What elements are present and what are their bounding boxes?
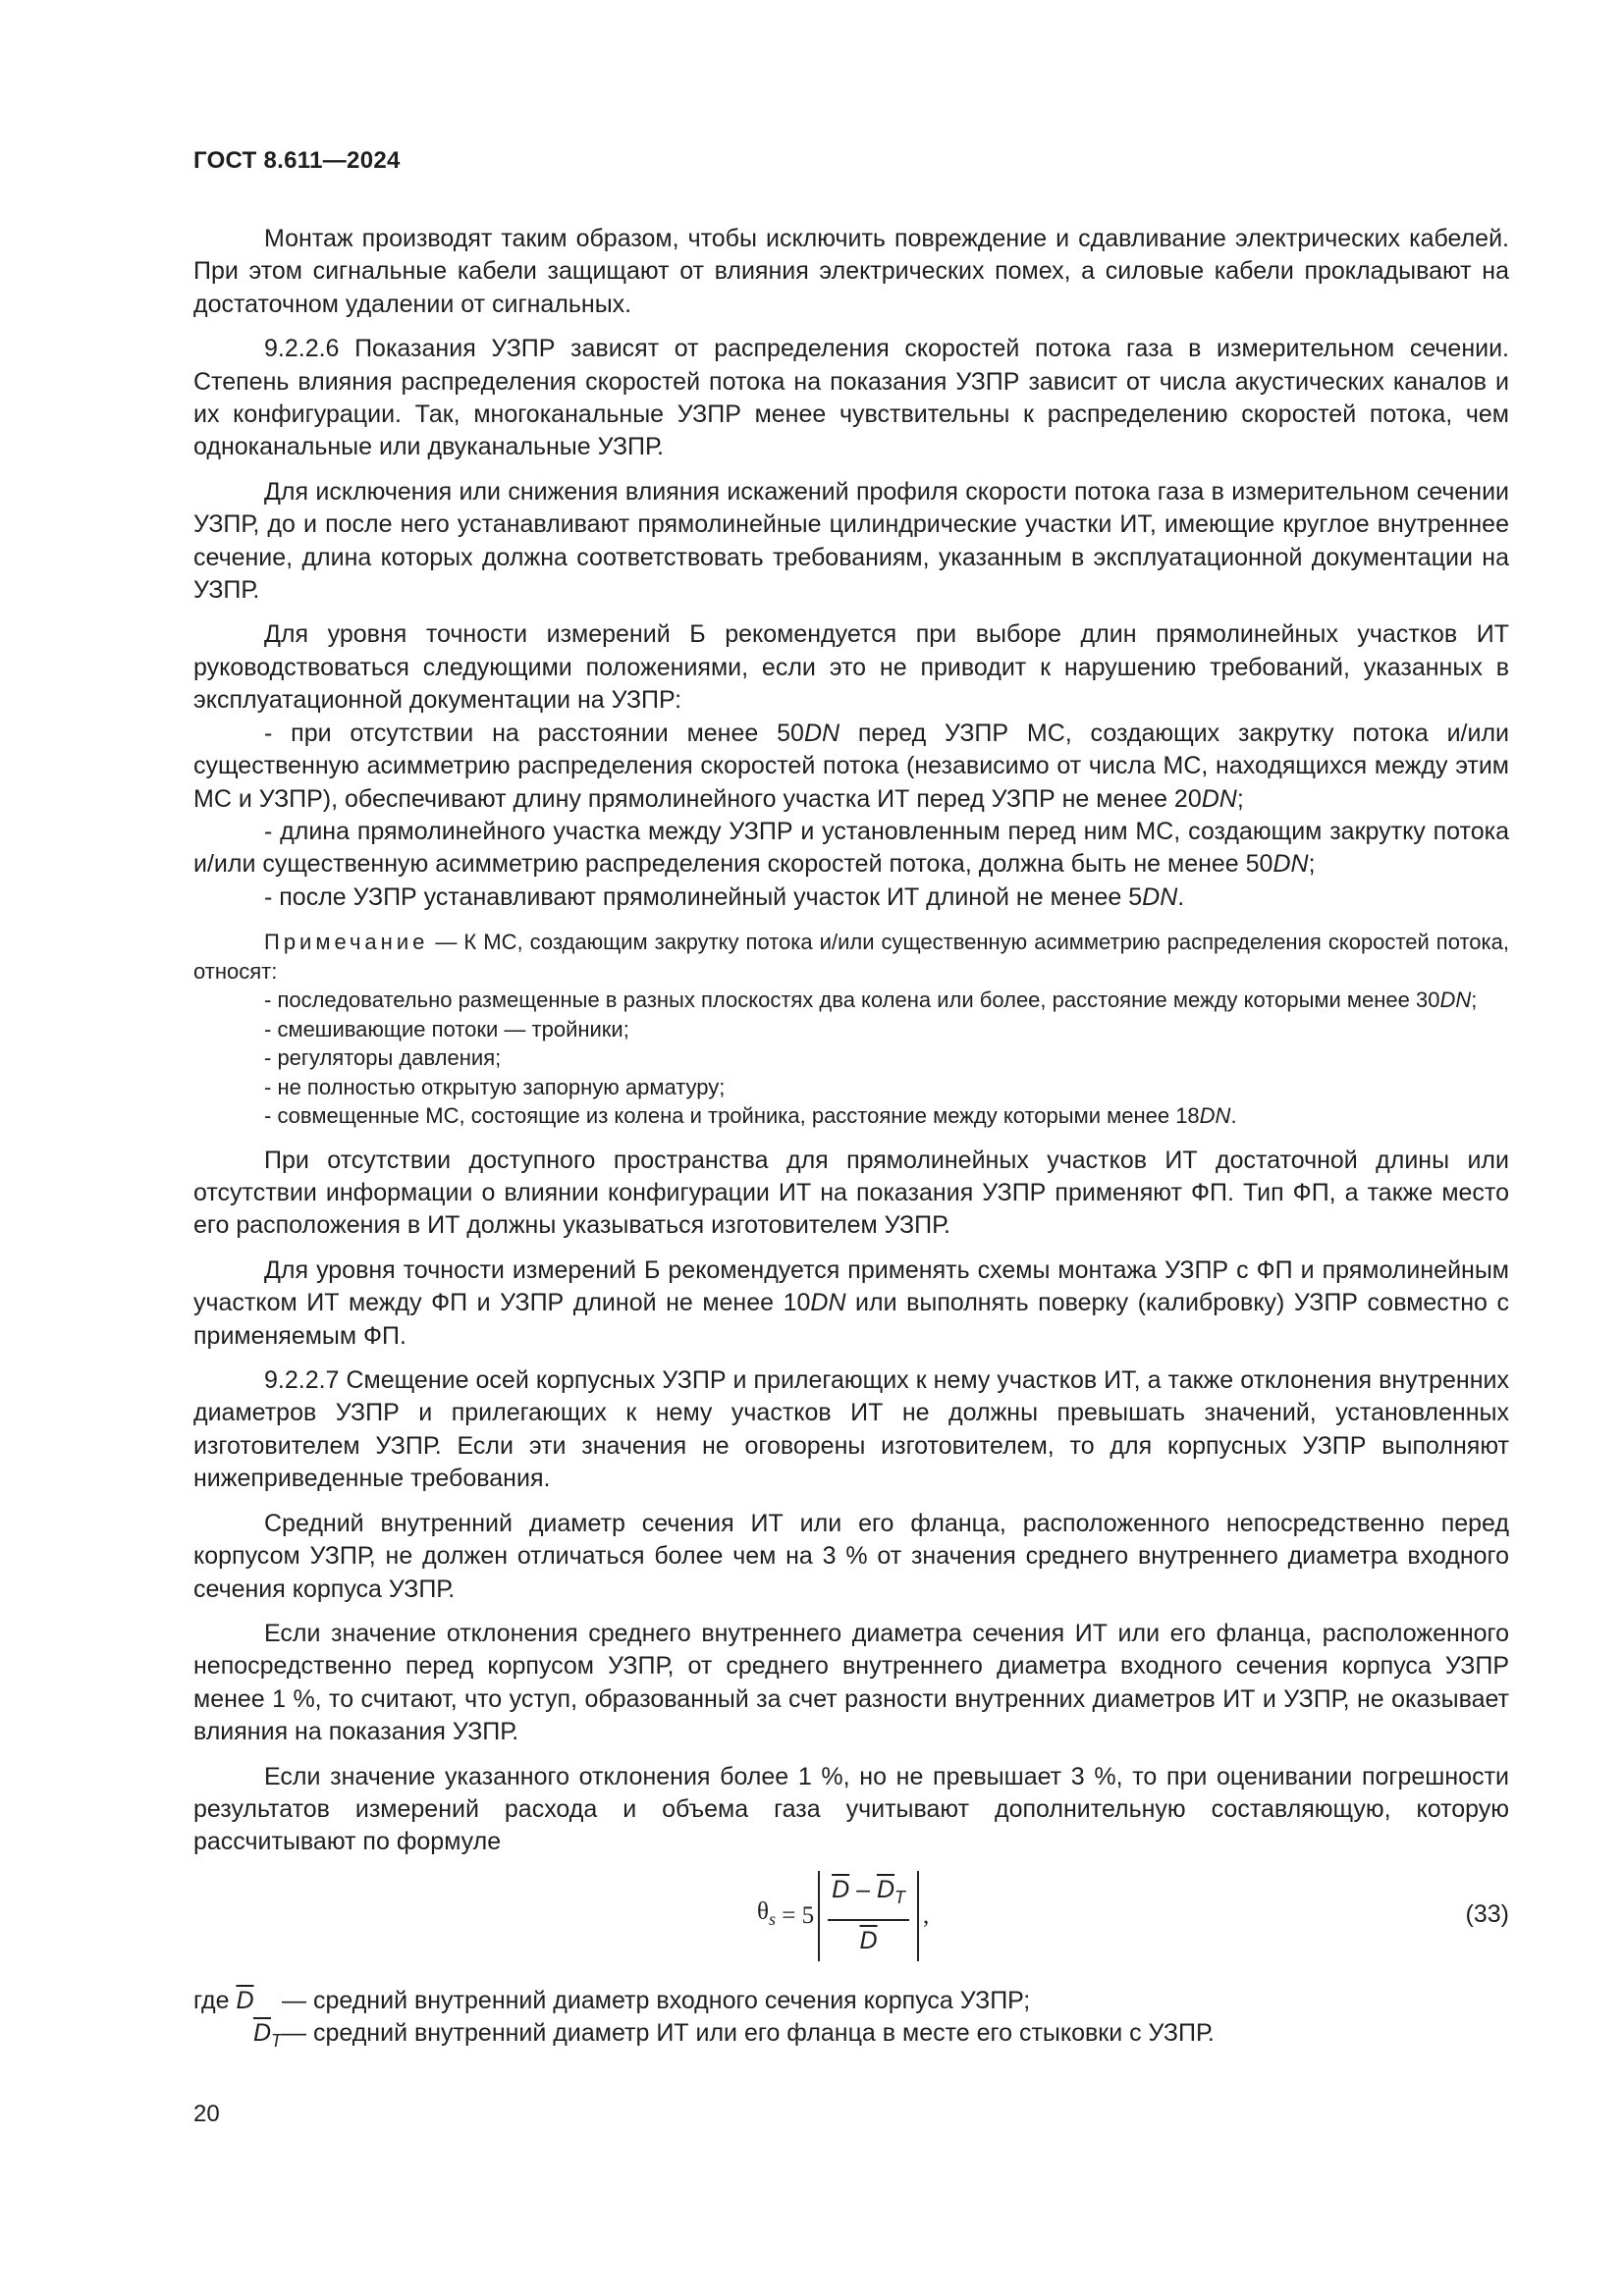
paragraph: Для уровня точности измерений Б рекомендуется применять схемы монтажа УЗПР с ФП и прямолинейным участком ИТ между ФП и УЗПР длиной не менее 10DN или выполнять поверку (калибровку) УЗПР совместно с применяемым ФП.: [193, 1255, 1509, 1350]
note-item: - совмещенные МС, состоящие из колена и тройника, расстояние между которыми менее 18DN.: [264, 1103, 1237, 1129]
document-code-header: ГОСТ 8.611—2024: [193, 147, 401, 174]
theta-symbol: $\theta_s$: [757, 1898, 776, 1930]
paragraph: Если значение указанного отклонения более 1 %, но не превышает 3 %, то при оценивании погрешности результатов измерений расхода и объема газа учитывают дополнительную составляющую, которую рассчитывают по формуле: [193, 1762, 1509, 1856]
note-block: [193, 928, 1509, 1131]
where-item: $\overline{D}_T$ — средний внутренний диаметр ИТ или его фланца в месте его стыковки с УЗПР.: [252, 2019, 1215, 2052]
list-item: - при отсутствии на расстоянии менее 50DN перед УЗПР МС, создающих закрутку потока и/или существенную асимметрию распределения скоростей потока (независимо от числа МС, находящихся между этим МС и УЗПР), обеспечивают длину прямолинейного участка ИТ перед УЗПР не менее 20DN;: [193, 719, 1510, 813]
paragraph: Для уровня точности измерений Б рекомендуется при выборе длин прямолинейных участков ИТ руководствоваться следующими положениями, если это не приводит к нарушению требований, указанных в эксплуатационной документации на УЗПР:: [193, 620, 1509, 715]
paragraph: При отсутствии доступного пространства для прямолинейных участков ИТ достаточной длины или отсутствии информации о влиянии конфигурации ИТ на показания УЗПР применяют ФП. Тип ФП, а также место его расположения в ИТ должны указываться изготовителем УЗПР.: [193, 1146, 1509, 1240]
fraction: [828, 1874, 909, 1957]
formula-33: [193, 1863, 1509, 1971]
fraction-denominator: D: [859, 1926, 878, 1954]
paragraph: Средний внутренний диаметр сечения ИТ или его фланца, расположенного непосредственно перед корпусом УЗПР, не должен отличаться более чем на 3 % от значения среднего внутреннего диаметра входного сечения корпуса УЗПР.: [193, 1509, 1509, 1603]
paragraph-9-2-2-6: 9.2.2.6 Показания УЗПР зависят от распределения скоростей потока газа в измерительном сечении. Степень влияния распределения скоростей потока на показания УЗПР зависит от числа акустических каналов и их конфигурации. Так, многоканальные УЗПР менее чувствительны к распределению скоростей потока, чем одноканальные или двуканальные УЗПР.: [193, 335, 1509, 461]
equation-number: (33): [1465, 1899, 1509, 1928]
note-item: - последовательно размещенные в разных плоскостях два колена или более, расстояние между которыми менее 30DN;: [264, 988, 1478, 1013]
paragraph: Если значение отклонения среднего внутреннего диаметра сечения ИТ или его фланца, расположенного непосредственно перед корпусом УЗПР, от среднего внутреннего диаметра входного сечения корпуса УЗПР менее 1 %, то считают, что уступ, образованный за счет разности внутренних диаметров ИТ и УЗПР, не оказывает влияния на показания УЗПР.: [193, 1619, 1509, 1746]
note-label: Примечание: [264, 930, 429, 955]
page-number: 20: [193, 2101, 220, 2127]
list-item: - после УЗПР устанавливают прямолинейный участок ИТ длиной не менее 5DN.: [264, 882, 1185, 911]
formula-expression: $\theta_s$ = 5 $\frac{\overline{D} - \overline{D}_T}{D}$ ,: [757, 1869, 929, 1963]
note-intro: Примечание — К МС, создающим закрутку потока и/или существенную асимметрию распределения скоростей потока, относят:: [193, 930, 1509, 984]
document-body: [193, 223, 1509, 2058]
fraction-numerator: $\overline{D} - \overline{D}_T$: [828, 1874, 909, 1920]
paragraph-9-2-2-7: 9.2.2.7 Смещение осей корпусных УЗПР и прилегающих к нему участков ИТ, а также отклонения внутренних диаметров УЗПР и прилегающих к нему участков ИТ не должны превышать значений, установленных изготовителем УЗПР. Если эти значения не оговорены изготовителем, то для корпусных УЗПР выполняют нижеприведенные требования.: [193, 1366, 1509, 1493]
note-item: - смешивающие потоки — тройники;: [264, 1016, 629, 1041]
paragraph: Монтаж производят таким образом, чтобы исключить повреждение и сдавливание электрических кабелей. При этом сигнальные кабели защищают от влияния электрических помех, а силовые кабели прокладывают на достаточном удалении от сигнальных.: [193, 225, 1509, 318]
where-item: где $\overline{D}$ — средний внутренний диаметр входного сечения корпуса УЗПР;: [193, 1986, 1031, 2014]
list-item: - длина прямолинейного участка между УЗПР и установленным перед ним МС, создающим закрутку потока и/или существенную асимметрию распределения скоростей потока, должна быть не менее 50DN;: [193, 817, 1509, 879]
paragraph: Для исключения или снижения влияния искажений профиля скорости потока газа в измерительном сечении УЗПР, до и после него устанавливают прямолинейные цилиндрические участки ИТ, имеющие круглое внутреннее сечение, длина которых должна соответствовать требованиям, указанным в эксплуатационной документации на УЗПР.: [193, 477, 1509, 605]
note-item: - регуляторы давления;: [264, 1045, 502, 1071]
note-item: - не полностью открытую запорную арматуру;: [264, 1074, 726, 1099]
where-block: [193, 1985, 1509, 2058]
absolute-value: [818, 1871, 919, 1961]
